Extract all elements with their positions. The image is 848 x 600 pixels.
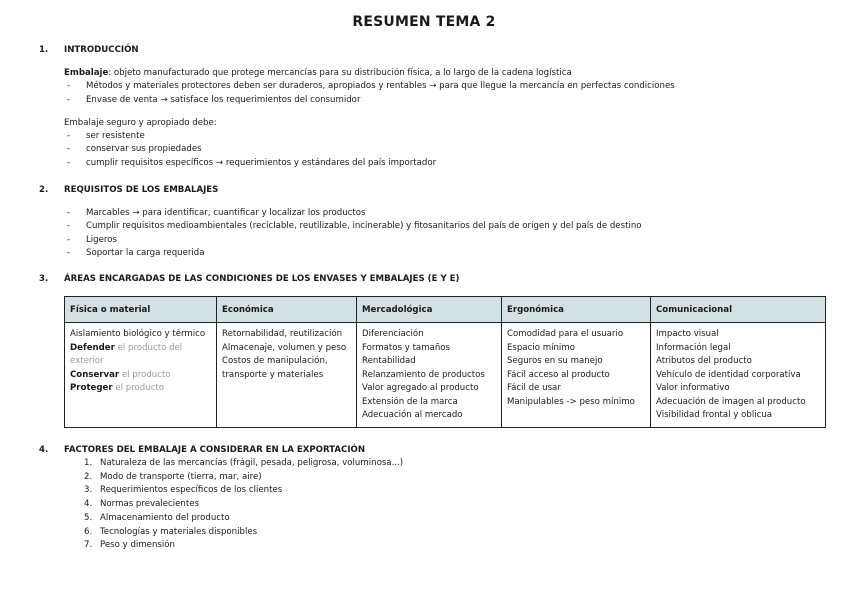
cell-line: Aislamiento biológico y térmico [70,329,206,339]
section-2-body [64,207,642,260]
list-item: - Soportar la carga requerida [64,247,642,260]
bullet-dash: - [67,247,71,258]
cell-line: Adecuación de imagen al producto [656,396,806,407]
bullet-dash: - [67,131,71,142]
bullet-dash: - [67,157,71,168]
list-item: - Cumplir requisitos medioambientales (reciclable, reutilizable, incinerable) y fitosanitarios del país de origen y del país de destino [64,220,642,233]
cell-line: Rentabilidad [362,356,416,366]
bullet-dash: - [67,221,71,232]
list-item: 3. Requerimientos específicos de los clientes [84,485,283,496]
list-item: 6. Tecnologías y materiales disponibles [84,526,258,537]
cell-line: Seguros en su manejo [507,356,603,366]
cell-economica [217,323,357,428]
list-item: - conservar sus propiedades [64,143,675,156]
cell-line: Fácil de usar [507,383,561,393]
cell-mercadologica [357,323,502,428]
cell-line: Fácil acceso al producto [507,369,610,380]
section-3-heading [39,272,828,286]
list-item: 5. Almacenamiento del producto [84,512,230,523]
cell-line: Manipulables -> peso mínimo [507,396,635,407]
list-item: - Envase de venta → satisface los requerimientos del consumidor [64,94,675,107]
definition-term: Embalaje [64,68,109,78]
cell-line: Valor informativo [656,383,730,393]
cell-line: Información legal [656,342,731,353]
column-header-fisica: Física o material [65,297,217,323]
cell-line: Comodidad para el usuario [507,329,624,339]
bullet-dash: - [67,81,71,92]
subintro-line: Embalaje seguro y apropiado debe: [64,117,217,128]
cell-line: Visibilidad frontal y oblicua [656,410,773,420]
list-item: - Ligeros [64,234,642,247]
cell-line: Diferenciación [362,329,424,339]
list-item: - ser resistente [64,130,675,143]
bullet-dash: - [67,144,71,155]
cell-line: transporte y materiales [222,369,324,380]
cell-line: Retornabilidad, reutilización [222,329,343,339]
section-title: FACTORES DEL EMBALAJE A CONSIDERAR EN LA EXPORTACIÓN [64,445,366,455]
section-2-heading [39,183,828,197]
section-4-heading [39,443,828,457]
cell-line: Defender el producto del [70,342,183,353]
section-number: 1. [39,45,49,55]
section-title: ÁREAS ENCARGADAS DE LAS CONDICIONES DE LOS ENVASES Y EMBALAJES (E Y E) [64,274,460,284]
cell-line: Valor agregado al producto [362,383,479,393]
section-number: 4. [39,445,49,455]
bullet-dash: - [67,94,71,105]
cell-line: Almacenaje, volumen y peso [222,342,347,353]
cell-line: Adecuación al mercado [362,410,463,420]
cell-line: Costos de manipulación, [222,356,328,366]
cell-line: Atributos del producto [656,356,752,366]
bullet-dash: - [67,234,71,245]
cell-line: Formatos y tamaños [362,342,451,353]
table-header-row [65,297,826,323]
section-number: 3. [39,274,49,284]
cell-line: exterior [70,356,104,366]
cell-ergonomica [502,323,651,428]
cell-line: Extensión de la marca [362,396,458,407]
page-title: RESUMEN TEMA 2 [352,14,496,30]
cell-line: Proteger el producto [70,383,165,393]
list-item: 7. Peso y dimensión [84,540,175,551]
definition-line [64,67,675,80]
list-item: - Marcables → para identificar, cuantificar y localizar los productos [64,207,642,220]
cell-line: Impacto visual [656,329,719,339]
list-item: 4. Normas prevalecientes [84,499,200,510]
cell-line: Vehículo de identidad corporativa [656,369,801,380]
column-header-comunicacional: Comunicacional [651,297,826,323]
section-title: REQUISITOS DE LOS EMBALAJES [64,185,219,195]
column-header-ergonomica: Ergonómica [502,297,651,323]
section-1-heading [39,43,828,57]
section-1-body [64,67,675,170]
cell-fisica [65,323,217,428]
cell-comunicacional [651,323,826,428]
cell-line: Relanzamiento de productos [362,369,485,380]
cell-line: Conservar el producto [70,369,171,380]
list-item: - cumplir requisitos específicos → requerimientos y estándares del país importador [64,157,675,170]
bullet-dash: - [67,208,71,218]
table-row [65,323,826,428]
list-item: 2. Modo de transporte (tierra, mar, aire) [84,471,262,482]
column-header-mercadologica: Mercadológica [357,297,502,323]
list-item: - Métodos y materiales protectores deben ser duraderos, apropiados y rentables → para que llegue la mercancía en perfectas condiciones [64,80,675,93]
column-header-economica: Económica [217,297,357,323]
section-title: INTRODUCCIÓN [64,45,139,55]
export-factors-list [84,457,403,553]
cell-line: Espacio mínimo [507,342,575,353]
areas-table [64,296,826,428]
definition-text: : objeto manufacturado que protege mercancías para su distribución física, a lo largo de la cadena logística [108,68,572,78]
list-item: 1. Naturaleza de las mercancías (frágil, pesada, peligrosa, voluminosa...) [84,458,404,468]
section-number: 2. [39,185,49,195]
